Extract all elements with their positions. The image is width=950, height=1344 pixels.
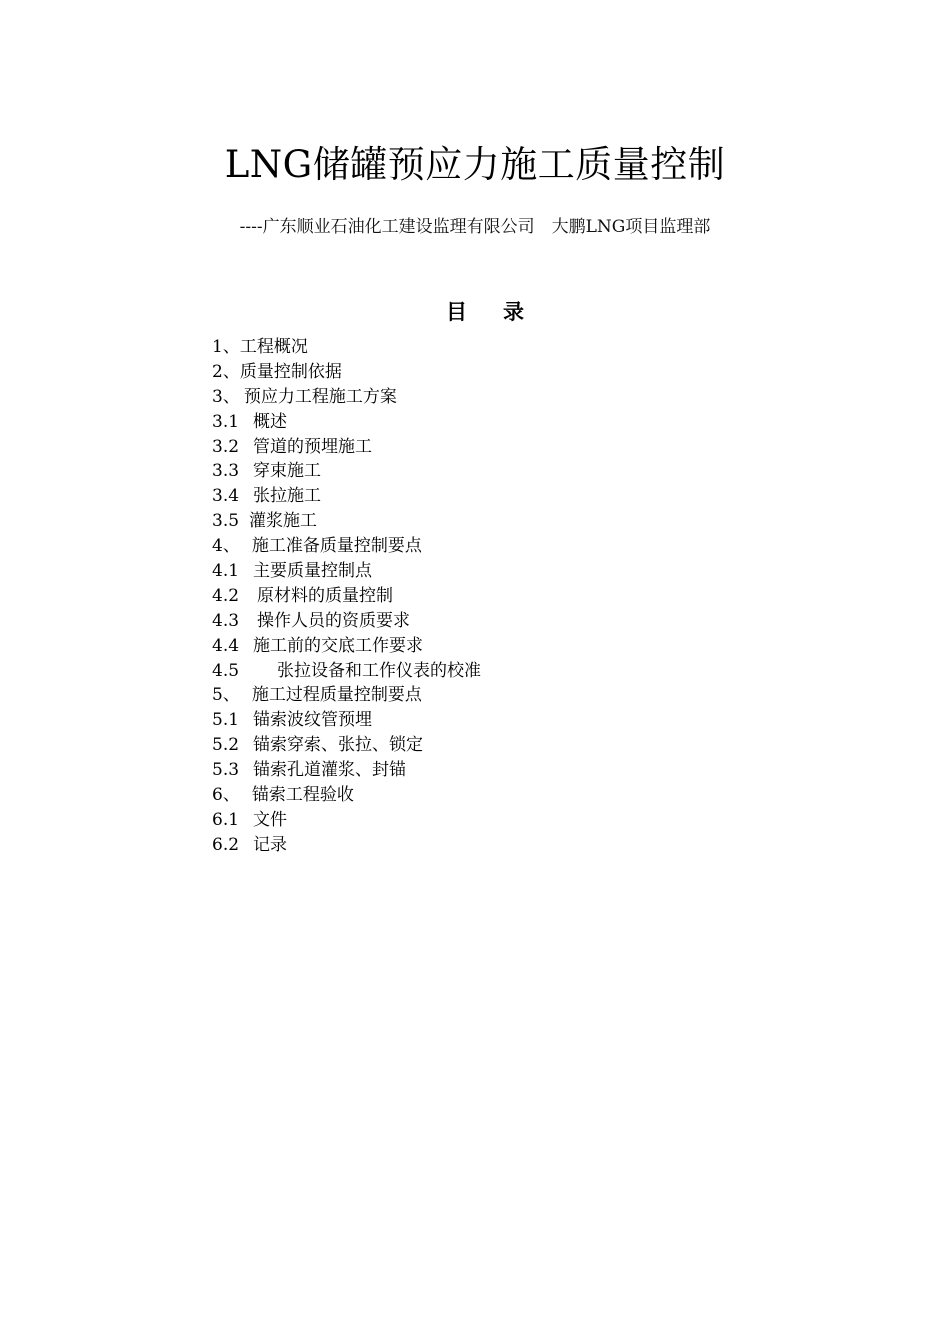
toc-item-label: 文件 [253,809,288,830]
toc-item-label: 锚索孔道灌浆、封锚 [253,760,407,781]
toc-item-label: 预应力工程施工方案 [243,386,397,407]
table-of-contents [212,335,812,858]
toc-heading: 目录 [446,299,560,324]
toc-item-number: 5.1 [212,710,240,731]
toc-item-number: 3、 [212,386,240,407]
toc-item [212,360,812,385]
document-title: LNG储罐预应力施工质量控制 [224,143,726,186]
toc-item-label: 原材料的质量控制 [257,585,394,606]
toc-item-label: 质量控制依据 [239,361,342,382]
toc-item [212,683,812,708]
toc-item [212,783,812,808]
toc-item-number: 4.2 [212,585,240,606]
toc-item [212,385,812,410]
toc-item-label: 锚索穿索、张拉、锁定 [253,735,424,756]
toc-item-number: 4.4 [212,635,240,656]
toc-item [212,509,812,534]
toc-item-label: 管道的预埋施工 [253,436,373,457]
toc-item [212,708,812,733]
toc-item-number: 4.1 [212,561,240,582]
toc-item [212,534,812,559]
toc-item [212,335,812,360]
toc-item [212,808,812,833]
toc-item-number: 3.3 [212,461,240,482]
toc-item-number: 3.4 [212,486,240,507]
toc-item [212,435,812,460]
toc-item [212,584,812,609]
toc-item-number: 3.5 [212,511,240,532]
document-subtitle: ----广东顺业石油化工建设监理有限公司 大鹏LNG项目监理部 [239,217,711,237]
toc-item [212,758,812,783]
toc-item-number: 3.1 [212,411,240,432]
toc-item-label: 灌浆施工 [249,511,318,532]
toc-item [212,559,812,584]
toc-item-label: 锚索工程验收 [251,785,354,806]
toc-item [212,634,812,659]
toc-item-number: 6.1 [212,809,240,830]
toc-item-number: 3.2 [212,436,240,457]
toc-item-label: 概述 [253,411,288,432]
toc-item-number: 5.3 [212,760,240,781]
toc-item [212,410,812,435]
toc-item-label: 施工准备质量控制要点 [251,536,422,557]
toc-item-number: 4、 [212,536,240,557]
toc-item-label: 张拉设备和工作仪表的校准 [277,660,482,681]
toc-item [212,609,812,634]
toc-item-label: 施工前的交底工作要求 [253,635,424,656]
toc-item-number: 6.2 [212,834,240,855]
toc-item-label: 穿束施工 [253,461,322,482]
toc-item [212,484,812,509]
toc-item-number: 6、 [212,785,240,806]
toc-item [212,733,812,758]
toc-item-number: 4.5 [212,660,240,681]
toc-item [212,459,812,484]
toc-item-label: 操作人员的资质要求 [257,610,411,631]
toc-item-label: 主要质量控制点 [253,561,373,582]
toc-item [212,833,812,858]
toc-item-label: 施工过程质量控制要点 [251,685,422,706]
toc-item [212,659,812,684]
toc-item-number: 5、 [212,685,240,706]
toc-item-label: 张拉施工 [253,486,322,507]
toc-item-number: 1、 [212,337,240,357]
toc-item-number: 2、 [212,361,240,382]
toc-item-label: 工程概况 [239,337,308,357]
toc-item-label: 锚索波纹管预埋 [253,710,373,731]
toc-item-number: 5.2 [212,735,240,756]
toc-item-number: 4.3 [212,610,240,631]
toc-item-label: 记录 [253,834,288,855]
